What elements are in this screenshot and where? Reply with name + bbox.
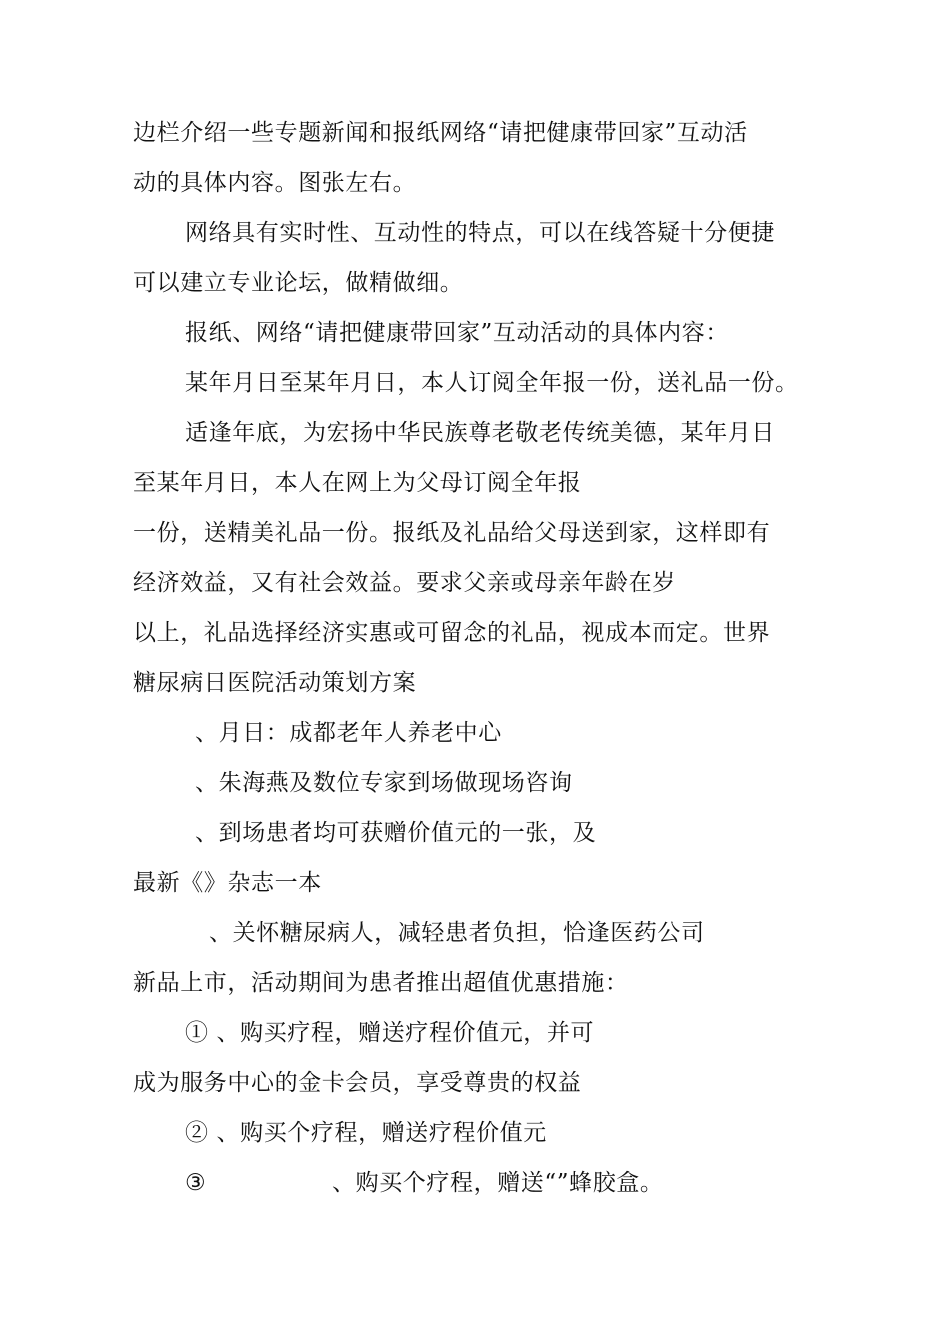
text-line: 成为服务中心的金卡会员，享受尊贵的权益 (133, 1070, 582, 1096)
text-line: 适逢年底，为宏扬中华民族尊老敬老传统美德，某年月日 (185, 420, 775, 446)
text-line: 、朱海燕及数位专家到场做现场咨询 (195, 770, 573, 796)
text-line: ② 、购买个疗程，赠送疗程价值元 (185, 1120, 547, 1146)
text-line: 报纸、网络“请把健康带回家”互动活动的具体内容： (185, 320, 729, 346)
text-line: 、关怀糖尿病人，减轻患者负担，恰逢医药公司 (209, 920, 705, 946)
text-line: 、购买个疗程，赠送“”蜂胶盒。 (332, 1170, 664, 1196)
text-line: 经济效益，又有社会效益。要求父亲或母亲年龄在岁 (133, 570, 676, 596)
text-line: 一份，送精美礼品一份。报纸及礼品给父母送到家，这样即有 (133, 520, 771, 546)
text-line: 动的具体内容。图张左右。 (133, 170, 417, 196)
text-line: 某年月日至某年月日，本人订阅全年报一份，送礼品一份。 (185, 370, 799, 396)
text-line: 可以建立专业论坛，做精做细。 (133, 270, 464, 296)
list-marker: ③ (185, 1170, 207, 1196)
text-line: 、月日：成都老年人养老中心 (195, 720, 502, 746)
text-line: 新品上市，活动期间为患者推出超值优惠措施： (133, 970, 629, 996)
text-line: 边栏介绍一些专题新闻和报纸网络“请把健康带回家”互动活 (133, 120, 748, 146)
text-line: 糖尿病日医院活动策划方案 (133, 670, 417, 696)
text-line: 网络具有实时性、互动性的特点，可以在线答疑十分便捷 (185, 220, 775, 246)
text-line: 、到场患者均可获赠价值元的一张，及 (195, 820, 597, 846)
text-line: 至某年月日，本人在网上为父母订阅全年报 (133, 470, 582, 496)
text-line: ① 、购买疗程，赠送疗程价值元，并可 (185, 1020, 595, 1046)
text-line: 以上，礼品选择经济实惠或可留念的礼品，视成本而定。世界 (133, 620, 771, 646)
text-line: 最新《》杂志一本 (133, 870, 322, 896)
